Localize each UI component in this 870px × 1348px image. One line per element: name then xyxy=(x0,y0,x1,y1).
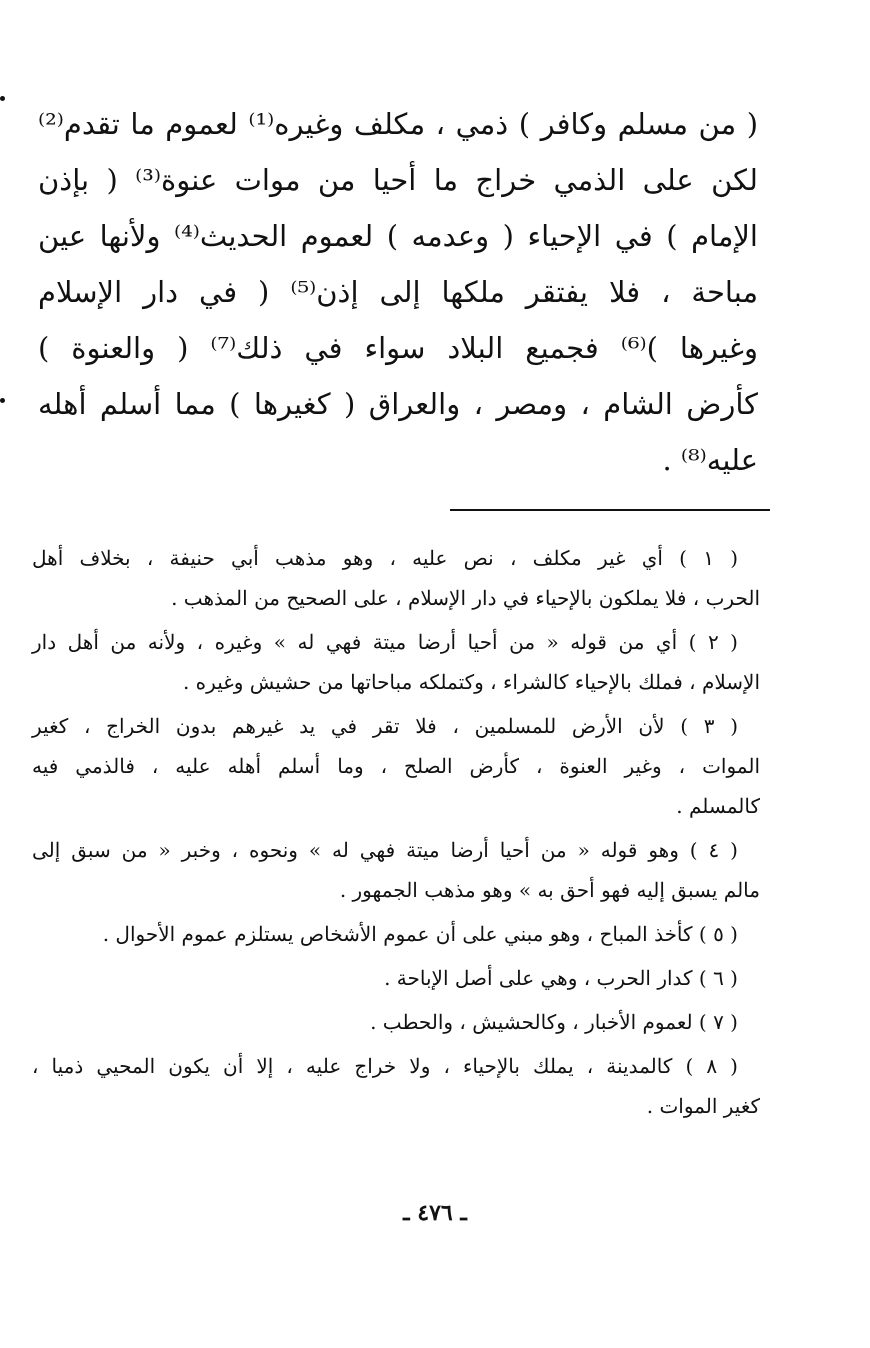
footnote-line: الموات ، وغير العنوة ، كأرض الصلح ، وما أسلم أهله عليه ، فالذمي فيه xyxy=(32,754,760,778)
footnote-line: ( ٤ ) وهو قوله « من أحيا أرضا ميتة فهي له » ونحوه ، وخبر « من سبق إلى xyxy=(32,838,738,862)
footnote-line: ( ٢ ) أي من قوله « من أحيا أرضا ميتة فهي له » وغيره ، ولأنه من أهل دار xyxy=(32,630,738,654)
margin-dot-top xyxy=(0,96,5,101)
main-line: كأرض الشام ، ومصر ، والعراق ( كغيرها ) مما أسلم أهله xyxy=(38,387,758,421)
footnote-line: كالمسلم . xyxy=(676,794,760,818)
footnote-line: ( ٦ ) كدار الحرب ، وهي على أصل الإباحة . xyxy=(384,966,738,990)
footnote-line: ( ٨ ) كالمدينة ، يملك بالإحياء ، ولا خراج عليه ، إلا أن يكون المحيي ذميا ، xyxy=(32,1054,738,1078)
margin-dot-middle xyxy=(0,398,5,403)
page-number: ـ ٤٧٦ ـ xyxy=(403,1200,467,1226)
footnote-1 xyxy=(32,538,760,618)
footnote-2 xyxy=(32,622,760,702)
main-line: وغيرها )⁽⁶⁾ فجميع البلاد سواء في ذلك⁽⁷⁾ ( والعنوة ) xyxy=(38,331,758,365)
footnote-8 xyxy=(32,1046,760,1126)
main-line: ( من مسلم وكافر ) ذمي ، مكلف وغيره⁽¹⁾ لعموم ما تقدم⁽²⁾ xyxy=(38,107,759,141)
footnote-line: كغير الموات . xyxy=(646,1094,760,1118)
main-line: مباحة ، فلا يفتقر ملكها إلى إذن⁽⁵⁾ ( في دار الإسلام xyxy=(38,275,758,309)
main-line: عليه⁽⁸⁾ . xyxy=(662,443,758,477)
footnote-line: ( ٧ ) لعموم الأخبار ، وكالحشيش ، والحطب . xyxy=(370,1010,738,1034)
footnote-line: الحرب ، فلا يملكون بالإحياء في دار الإسلام ، على الصحيح من المذهب . xyxy=(171,586,760,610)
main-line: الإمام ) في الإحياء ( وعدمه ) لعموم الحديث⁽⁴⁾ ولأنها عين xyxy=(38,219,758,253)
footnote-3 xyxy=(32,706,760,826)
footnote-7 xyxy=(32,1002,760,1042)
footnote-line: ( ١ ) أي غير مكلف ، نص عليه ، وهو مذهب أبي حنيفة ، بخلاف أهل xyxy=(32,546,739,570)
footnote-5 xyxy=(32,914,760,954)
footnote-line: ( ٥ ) كأخذ المباح ، وهو مبني على أن عموم الأشخاص يستلزم عموم الأحوال . xyxy=(102,922,738,946)
footnote-line: ( ٣ ) لأن الأرض للمسلمين ، فلا تقر في يد غيرهم بدون الخراج ، كغير xyxy=(32,714,738,738)
footnote-line: مالم يسبق إليه فهو أحق به » وهو مذهب الجمهور . xyxy=(339,878,760,902)
footnote-line: الإسلام ، فملك بالإحياء كالشراء ، وكتملكه مباحاتها من حشيش وغيره . xyxy=(182,670,760,694)
footnotes-block xyxy=(32,538,760,1130)
main-line: لكن على الذمي خراج ما أحيا من موات عنوة⁽³⁾ ( بإذن xyxy=(38,163,758,197)
footnote-4 xyxy=(32,830,760,910)
footnote-6 xyxy=(32,958,760,998)
footnote-divider xyxy=(450,509,770,511)
main-text-block xyxy=(38,96,758,488)
